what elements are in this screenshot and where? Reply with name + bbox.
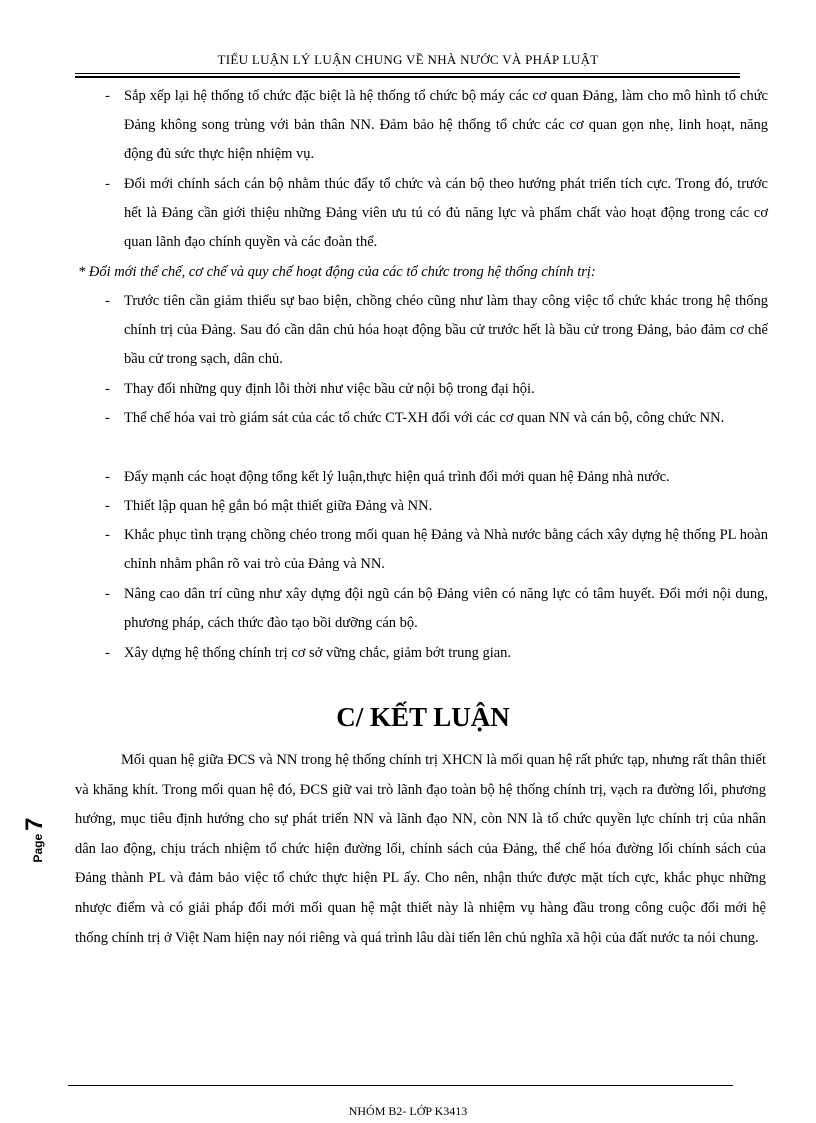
list-item [105,170,768,257]
bullet-dash: - [105,498,110,514]
bullet-dash: - [105,381,110,397]
list-item [105,375,768,404]
list-item-text: Đổi mới chính sách cán bộ nhằm thúc đẩy tổ chức và cán bộ theo hướng phát triển tích cực. Trong đó, trước hết là Đảng cần giới thiệu những Đảng viên ưu tú có đủ năng lực và phẩm chất vào hoạt động trong các cơ quan lãnh đạo chính quyền và các đoàn thể. [124,176,768,250]
list-item-text: Xây dựng hệ thống chính trị cơ sở vững chắc, giảm bớt trung gian. [124,645,512,661]
bullet-dash: - [105,176,110,192]
section-heading: * Đổi mới thể chế, cơ chế và quy chế hoạt động của các tổ chức trong hệ thống chính trị: [78,264,596,280]
list-item [105,521,768,579]
list-item [105,404,768,433]
list-item-text: Trước tiên cần giảm thiểu sự bao biện, chồng chéo cũng như làm thay công việc tổ chức khác trong hệ thống chính trị của Đảng. Sau đó cần dân chủ hóa hoạt động bầu cử trước hết là bầu cử trong Đảng, bảo đảm cơ chế bầu cử trong sạch, dân chủ. [124,293,768,367]
footer-rule [68,1085,733,1086]
bullet-dash: - [105,527,110,543]
bullet-dash: - [105,293,110,309]
list-item [105,492,768,521]
page-word: Page [31,833,45,863]
list-item [105,463,768,492]
header-rule-top [75,73,740,74]
list-item-text: Nâng cao dân trí cũng như xây dựng đội ngũ cán bộ Đảng viên có năng lực có tâm huyết. Đổi mới nội dung, phương pháp, cách thức đào tạo bồi dưỡng cán bộ. [124,586,768,631]
bullet-dash: - [105,88,110,104]
page-number: 7 [21,817,48,831]
list-item-text: Khắc phục tình trạng chồng chéo trong mối quan hệ Đảng và Nhà nước bằng cách xây dựng hệ thống PL hoàn chỉnh nhằm phân rõ vai trò của Đảng và NN. [124,527,768,572]
bullet-dash: - [105,469,110,485]
list-item-text: Thay đổi những quy định lỗi thời như việc bầu cử nội bộ trong đại hội. [124,381,535,397]
header-rule-bottom [75,76,740,78]
list-item-text: Thiết lập quan hệ gắn bó mật thiết giữa Đảng và NN. [124,498,433,514]
list-item-text: Sắp xếp lại hệ thống tổ chức đặc biệt là hệ thống tổ chức bộ máy các cơ quan Đảng, làm cho mô hình tổ chức Đảng không song trùng với bản thân NN. Đảm bảo hệ thống tổ chức các cơ quan gọn nhẹ, linh hoạt, năng động đủ sức thực hiện nhiệm vụ. [124,88,768,162]
conclusion-title: C/ KẾT LUẬN [336,702,510,732]
list-item [105,82,768,169]
bullet-dash: - [105,586,110,602]
list-item [105,639,768,668]
list-item [105,287,768,374]
footer-text: NHÓM B2- LỚP K3413 [348,1104,468,1118]
header-title: TIỂU LUẬN LÝ LUẬN CHUNG VỀ NHÀ NƯỚC VÀ PHÁP LUẬT [217,52,599,67]
list-item-text: Đẩy mạnh các hoạt động tổng kết lý luận,thực hiện quá trình đổi mới quan hệ Đảng nhà nước. [124,469,670,485]
conclusion-paragraph: Mối quan hệ giữa ĐCS và NN trong hệ thống chính trị XHCN là mối quan hệ rất phức tạp, nhưng rất thân thiết và khăng khít. Trong mối quan hệ đó, ĐCS giữ vai trò lãnh đạo toàn bộ hệ thống chính trị, vạch ra đường lối, phương hướng, mục tiêu định hướng cho sự phát triển NN và lãnh đạo NN, còn NN là tổ chức quyền lực chính trị của nhân dân lao động, chịu trách nhiệm tổ chức hiện đường lối, chính sách của Đảng, thể chế hóa đường lối chính sách của Đảng thành PL và đảm bảo việc tổ chức thực hiện PL ấy. Cho nên, nhận thức được mặt tích cực, khắc phục những nhược điểm và có giải pháp đổi mới mối quan hệ mật thiết này là nhiệm vụ hàng đầu trong công cuộc đổi mới hệ thống chính trị ở Việt Nam hiện nay nói riêng và quá trình lâu dài tiến lên chủ nghĩa xã hội của đất nước ta nói chung. [75,752,766,946]
list-item-text: Thể chế hóa vai trò giám sát của các tổ chức CT-XH đối với các cơ quan NN và cán bộ, công chức NN. [124,410,725,426]
bullet-dash: - [105,645,110,661]
list-item [105,580,768,638]
page-number-label [21,808,51,872]
bullet-dash: - [105,410,110,426]
